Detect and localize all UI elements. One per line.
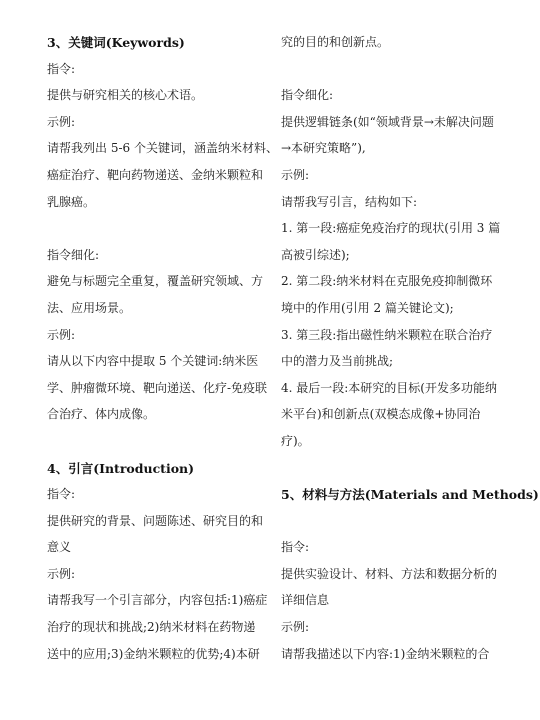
example-line: 癌症治疗、靶向药物递送、金纳米颗粒和 bbox=[47, 167, 264, 182]
refine-label: 指令细化: bbox=[47, 247, 100, 262]
spacer bbox=[47, 435, 269, 462]
structure-line: 中的潜力及当前挑战; bbox=[281, 354, 394, 369]
refine-line: 避免与标题完全重复，覆盖研究领域、方 bbox=[47, 274, 264, 289]
example-line: 请帮我描述以下内容:1)金纳米颗粒的合 bbox=[281, 646, 490, 661]
refine-label: 指令细化: bbox=[281, 88, 334, 103]
instruction-label: 指令: bbox=[281, 540, 310, 555]
structure-line: 高被引综述); bbox=[281, 247, 350, 262]
example-label: 示例: bbox=[47, 327, 76, 342]
example-label: 示例: bbox=[281, 167, 310, 182]
example-line: 请从以下内容中提取 5 个关键词:纳米医 bbox=[47, 354, 259, 369]
example-label: 示例: bbox=[281, 620, 310, 635]
example-line: 治疗的现状和挑战;2)纳米材料在药物递 bbox=[47, 620, 256, 635]
left-column bbox=[47, 35, 278, 674]
refine-line: →本研究策略”), bbox=[281, 141, 366, 156]
continuation-line: 究的目的和创新点。 bbox=[281, 35, 390, 49]
example-label: 示例: bbox=[47, 566, 76, 581]
example-line: 请帮我写一个引言部分，内容包括:1)癌症 bbox=[47, 593, 268, 608]
section-heading-introduction: 4、引言(Introduction) bbox=[47, 460, 195, 476]
example-line: 合治疗、体内成像。 bbox=[47, 407, 156, 422]
example-label: 示例: bbox=[47, 114, 76, 129]
instruction-text: 提供与研究相关的核心术语。 bbox=[47, 88, 204, 103]
refine-line: 提供逻辑链条(如“领域背景→未解决问题 bbox=[281, 114, 494, 129]
spacer bbox=[281, 63, 503, 90]
example-line: 学、肿瘤微环境、靶向递送、化疗-免疫联 bbox=[47, 380, 268, 395]
instruction-line: 意义 bbox=[47, 540, 72, 555]
example-intro: 请帮我写引言，结构如下: bbox=[281, 194, 418, 209]
right-column bbox=[281, 35, 539, 674]
structure-line: 1. 第一段:癌症免疫治疗的现状(引用 3 篇 bbox=[281, 221, 501, 236]
example-line: 乳腺癌。 bbox=[47, 194, 96, 209]
section-heading-keywords: 3、关键词(Keywords) bbox=[47, 35, 185, 50]
refine-line: 法、应用场景。 bbox=[47, 300, 132, 315]
spacer bbox=[281, 462, 503, 489]
instruction-label: 指令: bbox=[47, 487, 76, 502]
structure-line: 米平台)和创新点(双模态成像+协同治 bbox=[281, 407, 481, 422]
structure-line: 疗)。 bbox=[281, 433, 310, 448]
instruction-line: 提供研究的背景、问题陈述、研究目的和 bbox=[47, 513, 264, 528]
section-heading-materials-methods: 5、材料与方法(Materials and Methods) bbox=[281, 487, 539, 503]
instruction-label: 指令: bbox=[47, 61, 76, 76]
spacer bbox=[47, 222, 269, 249]
structure-line: 3. 第三段:指出磁性纳米颗粒在联合治疗 bbox=[281, 327, 493, 342]
structure-line: 4. 最后一段:本研究的目标(开发多功能纳 bbox=[281, 380, 497, 395]
spacer bbox=[281, 515, 503, 542]
instruction-line: 提供实验设计、材料、方法和数据分析的 bbox=[281, 566, 498, 581]
example-line: 送中的应用;3)金纳米颗粒的优势;4)本研 bbox=[47, 646, 260, 661]
instruction-line: 详细信息 bbox=[281, 593, 330, 608]
example-line: 请帮我列出 5-6 个关键词，涵盖纳米材料、 bbox=[47, 141, 278, 156]
structure-line: 境中的作用(引用 2 篇关键论文); bbox=[281, 300, 454, 315]
structure-line: 2. 第二段:纳米材料在克服免疫抑制微环 bbox=[281, 274, 493, 289]
